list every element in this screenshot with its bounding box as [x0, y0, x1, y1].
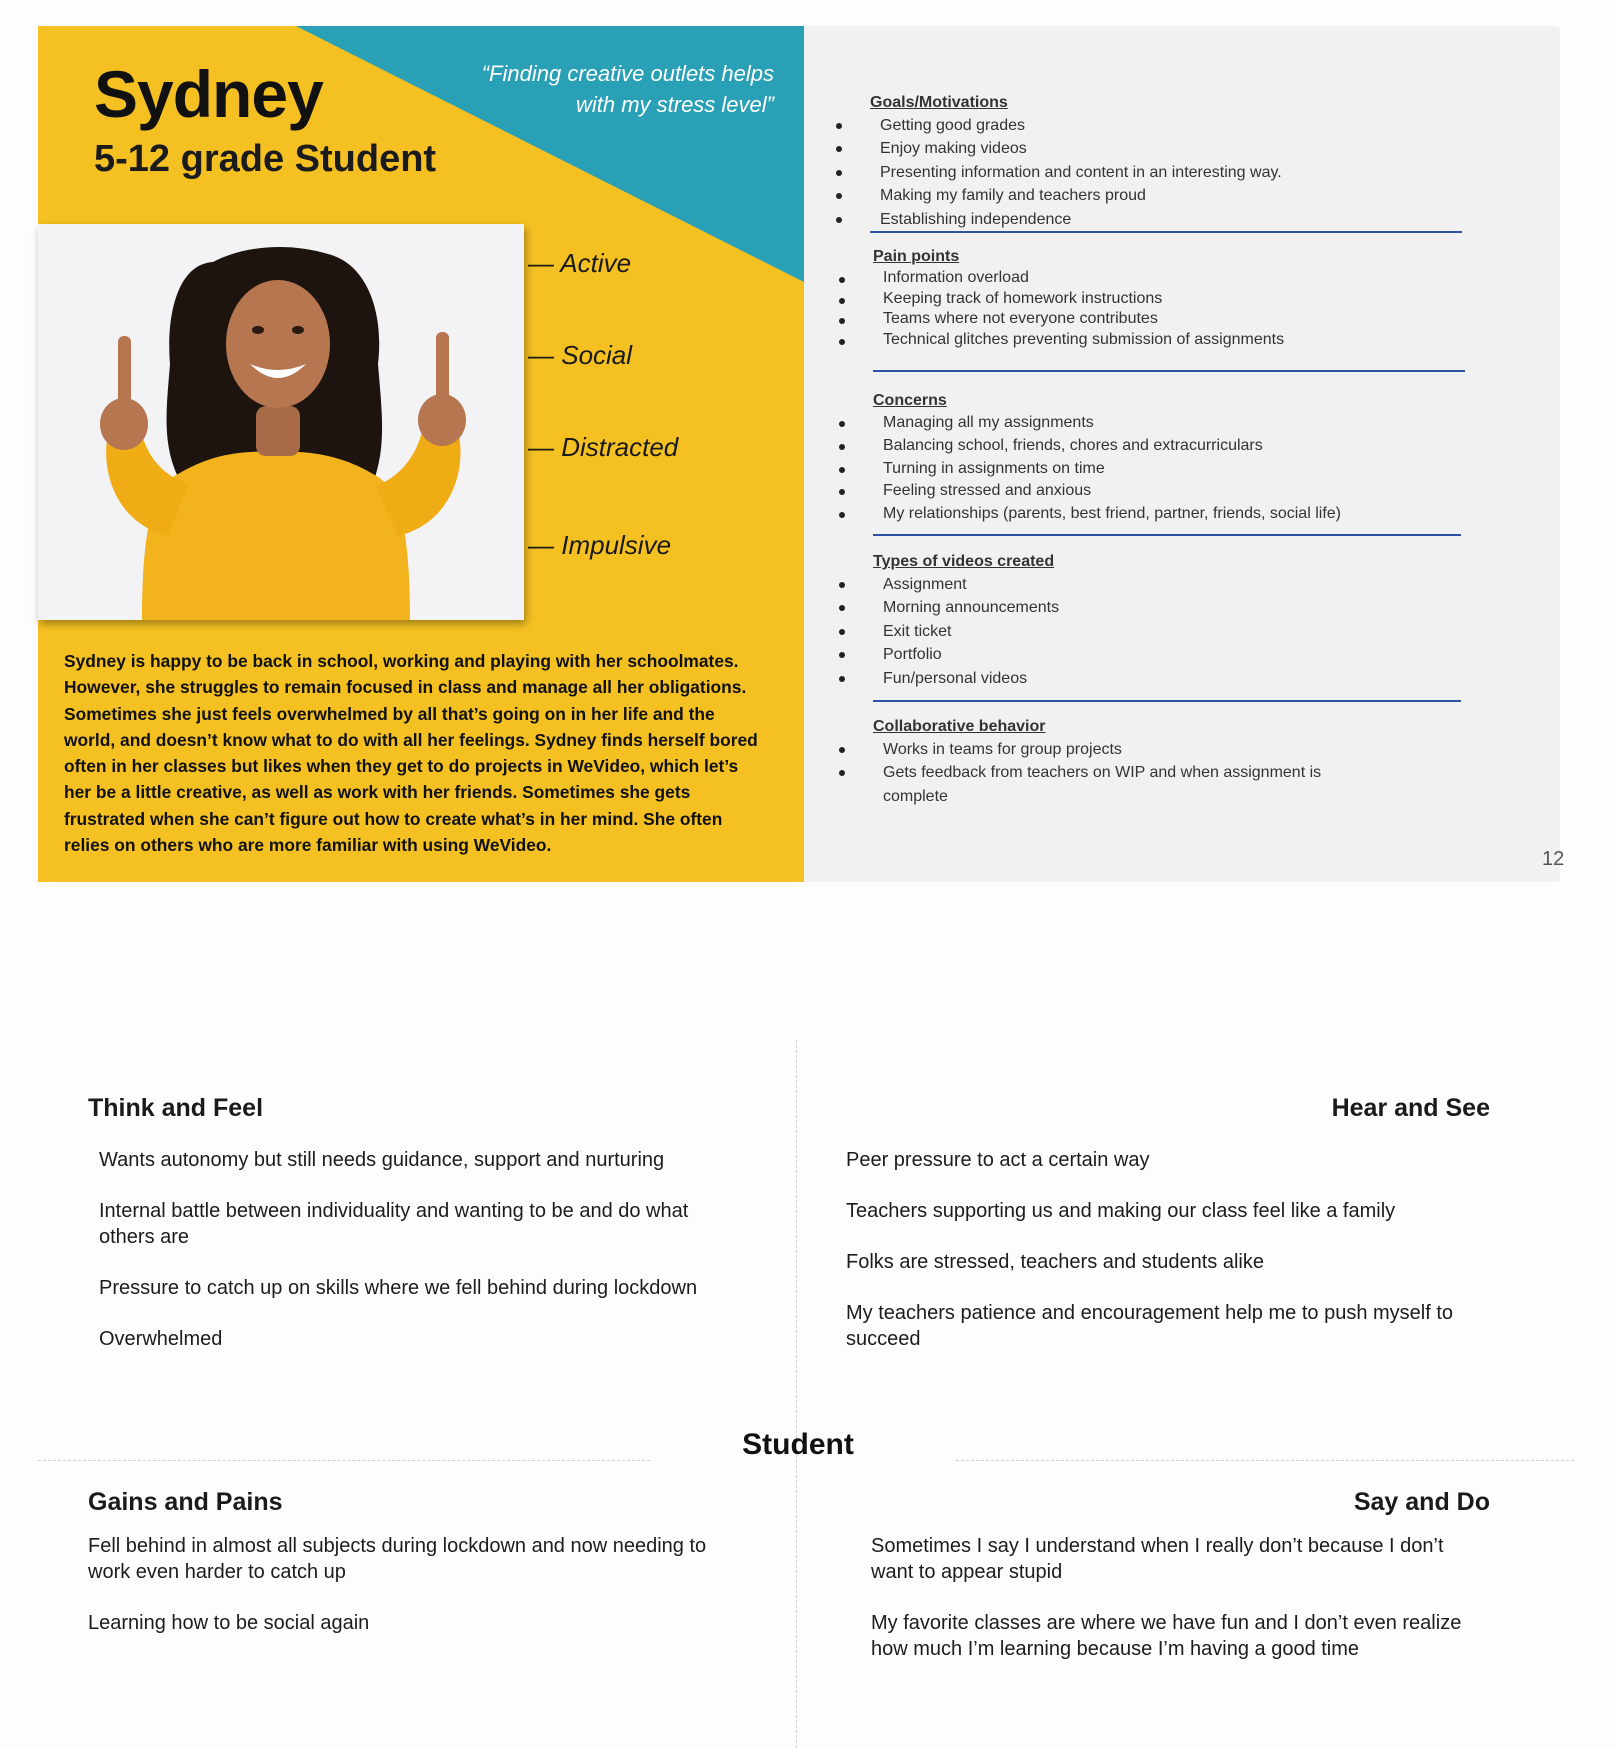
list-item: Balancing school, friends, chores and extracurriculars [807, 435, 1341, 458]
list-item: Technical glitches preventing submission of assignments [807, 330, 1284, 351]
trait-active: — Active [528, 248, 632, 278]
list-item: Folks are stressed, teachers and students alike [846, 1251, 1264, 1273]
list-item: Information overload [807, 268, 1284, 289]
list-item: Enjoy making videos [804, 137, 1282, 160]
list-item: Fell behind in almost all subjects during lockdown and now needing to work even harder to catch up [88, 1535, 707, 1583]
think-feel-list [99, 1147, 739, 1377]
persona-quote: “Finding creative outlets helps with my stress level” [481, 61, 774, 117]
divider [873, 700, 1461, 702]
gains-pains-list [88, 1533, 728, 1661]
pain-points-title: Pain points [873, 248, 960, 265]
persona-bio: Sydney is happy to be back in school, working and playing with her schoolmates. However, she struggles to remain focused in class and manage all her obligations. Sometimes she just feels overwhelmed by all that’s going on in her life and the world, and doesn’t know what to do with all her feelings. Sydney finds herself bored often in her classes but likes when they get to do projects in WeVideo, which let’s her be a little creative, as well as work with her friends. Sometimes she gets frustrated when she can’t figure out how to create what’s in her mind. She often relies on others who are more familiar with using WeVideo. [64, 651, 758, 856]
list-item: Feeling stressed and anxious [807, 480, 1341, 503]
list-item: My favorite classes are where we have fun and I don’t even realize how much I’m learning because I’m having a good time [871, 1612, 1462, 1660]
list-item: Teachers supporting us and making our class feel like a family [846, 1200, 1396, 1222]
list-item: Assignment [807, 573, 1059, 596]
list-item: Learning how to be social again [88, 1612, 370, 1634]
gains-pains-title: Gains and Pains [88, 1488, 283, 1516]
list-item: Portfolio [807, 643, 1059, 666]
list-item: Morning announcements [807, 596, 1059, 619]
concerns-list [807, 412, 1341, 526]
list-item: Establishing independence [804, 208, 1282, 231]
persona-photo [38, 224, 524, 620]
persona-role: 5-12 grade Student [94, 138, 437, 180]
persona-name: Sydney [94, 57, 323, 131]
collab-list [807, 738, 1337, 808]
divider [873, 534, 1461, 536]
collab-title: Collaborative behavior [873, 718, 1046, 735]
list-item: Internal battle between individuality and wanting to be and do what others are [99, 1200, 689, 1248]
videos-title: Types of videos created [873, 553, 1055, 570]
hear-see-list [846, 1147, 1486, 1377]
concerns-title: Concerns [873, 392, 947, 409]
list-item: Turning in assignments on time [807, 458, 1341, 481]
list-item: Keeping track of homework instructions [807, 289, 1284, 310]
list-item: Wants autonomy but still needs guidance, support and nurturing [99, 1149, 665, 1171]
list-item: Getting good grades [804, 114, 1282, 137]
divider [870, 231, 1462, 233]
list-item: Overwhelmed [99, 1328, 223, 1350]
persona-slide [38, 26, 1565, 882]
list-item: Sometimes I say I understand when I really don’t because I don’t want to appear stupid [871, 1535, 1444, 1583]
goals-list [804, 114, 1282, 231]
list-item: Exit ticket [807, 620, 1059, 643]
list-item: My teachers patience and encouragement help me to push myself to succeed [846, 1302, 1454, 1350]
say-do-list [871, 1533, 1491, 1687]
trait-social: — Social [528, 340, 633, 370]
list-item: Teams where not everyone contributes [807, 309, 1284, 330]
say-do-title: Say and Do [1353, 1488, 1490, 1516]
videos-list [807, 573, 1059, 690]
hear-see-title: Hear and See [1331, 1094, 1490, 1122]
list-item: Making my family and teachers proud [804, 184, 1282, 207]
page-number: 12 [1542, 848, 1565, 870]
list-item: Managing all my assignments [807, 412, 1341, 435]
persona-left-panel [38, 26, 804, 882]
vertical-divider [796, 1040, 797, 1748]
list-item: Works in teams for group projects [807, 738, 1337, 761]
empathy-map-center-title: Student [742, 1428, 854, 1461]
list-item: My relationships (parents, best friend, partner, friends, social life) [807, 503, 1341, 526]
persona-details-panel [804, 26, 1560, 882]
goals-title: Goals/Motivations [870, 94, 1008, 111]
trait-distracted: — Distracted [528, 432, 679, 462]
think-feel-title: Think and Feel [88, 1094, 264, 1122]
divider [873, 370, 1465, 372]
pain-points-list [807, 268, 1284, 350]
list-item: Gets feedback from teachers on WIP and when assignment is complete [807, 761, 1337, 808]
list-item: Presenting information and content in an interesting way. [804, 161, 1282, 184]
trait-impulsive: — Impulsive [528, 530, 672, 560]
list-item: Peer pressure to act a certain way [846, 1149, 1150, 1171]
list-item: Pressure to catch up on skills where we fell behind during lockdown [99, 1277, 698, 1299]
list-item: Fun/personal videos [807, 667, 1059, 690]
